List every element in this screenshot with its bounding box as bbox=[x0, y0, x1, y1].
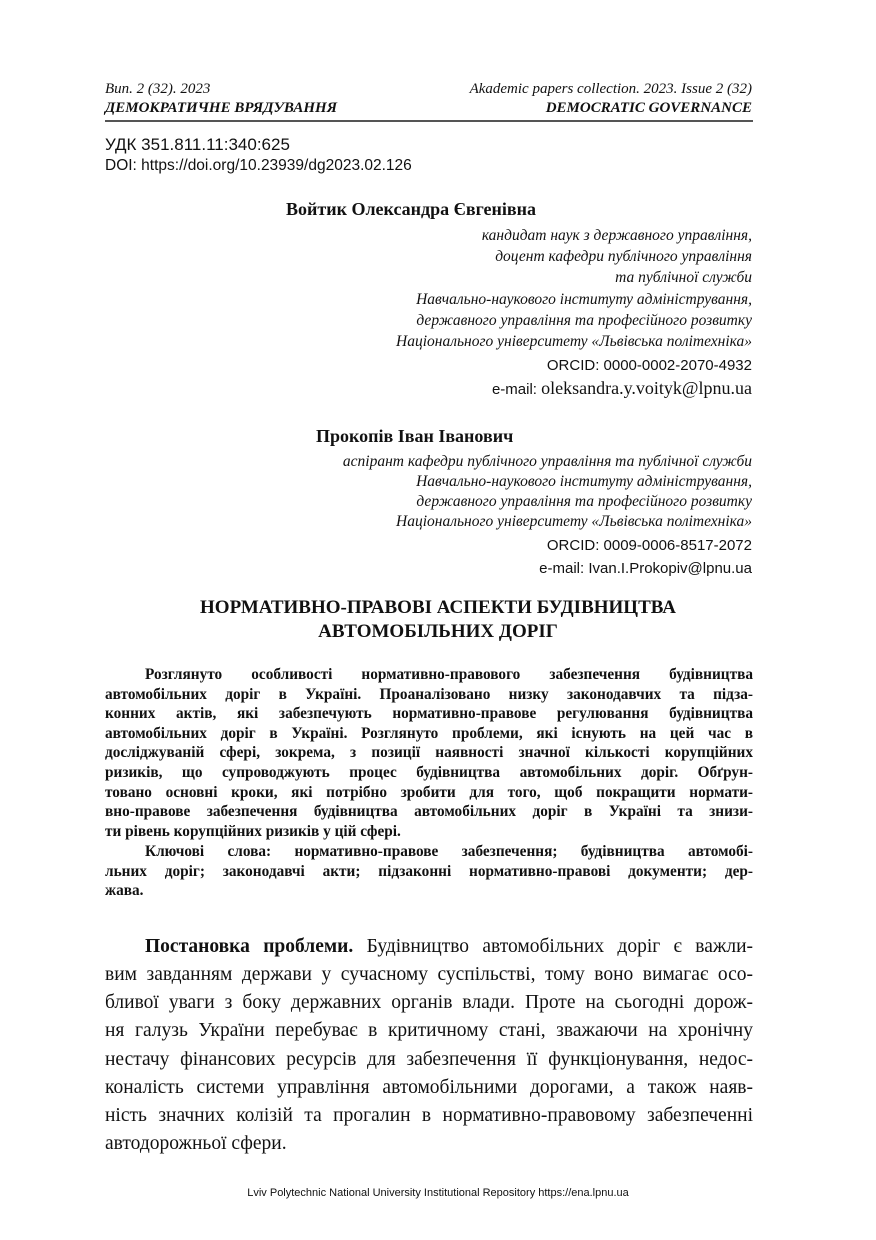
keywords-line: Ключові слова: нормативно-правове забезпечення; будівництва автомобі- bbox=[145, 843, 753, 860]
header-rule bbox=[105, 120, 753, 122]
header-journal-en: DEMOCRATIC GOVERNANCE bbox=[545, 100, 752, 116]
footer-repository: Lviv Polytechnic National University Institutional Repository https://ena.lpnu.ua bbox=[247, 1187, 629, 1199]
orcid-value[interactable]: 0000-0002-2070-4932 bbox=[603, 357, 752, 374]
header-issue-ua: Вип. 2 (32). 2023 bbox=[105, 81, 211, 97]
author-orcid bbox=[547, 537, 752, 554]
author-affiliation-line: Навчально-наукового інституту адміністрування, bbox=[416, 291, 752, 308]
doi-link[interactable]: DOI: https://doi.org/10.23939/dg2023.02.126 bbox=[105, 157, 412, 174]
orcid-value[interactable]: 0009-0006-8517-2072 bbox=[603, 537, 752, 554]
author-affiliation-line: державного управління та професійного розвитку bbox=[416, 493, 752, 510]
abstract-line: автомобільних доріг в Україні. Проаналізовано низку законодавчих та підза- bbox=[105, 685, 753, 703]
body-line: нестачу фінансових ресурсів для забезпечення її функціонування, недос- bbox=[105, 1048, 753, 1070]
body-line: автодорожньої сфери. bbox=[105, 1133, 287, 1155]
abstract-line: товано основні кроки, які потрібно зробити для того, щоб покращити нормати- bbox=[105, 783, 753, 801]
author-affiliation-line: доцент кафедри публічного управління bbox=[495, 248, 752, 265]
abstract-line: конних актів, які забезпечують нормативно-правове регулювання будівництва bbox=[105, 705, 753, 723]
author-affiliation-line: державного управління та професійного розвитку bbox=[416, 312, 752, 329]
body-line: бливої уваги з боку державних органів влади. Проте на сьогодні дорож- bbox=[105, 992, 753, 1014]
author-affiliation-line: кандидат наук з державного управління, bbox=[481, 227, 752, 244]
author-affiliation-line: Національного університету «Львівська політехніка» bbox=[396, 333, 752, 350]
abstract-line: ти рівень корупційних ризиків у цій сфері. bbox=[105, 822, 401, 840]
abstract-line: автомобільних доріг в Україні. Розглянуто проблеми, які існують на цей час в bbox=[105, 724, 753, 742]
section-heading: Постановка проблеми. bbox=[145, 936, 354, 957]
orcid-label: ORCID: bbox=[546, 357, 604, 374]
keywords-line: жава. bbox=[105, 882, 144, 900]
article-title-line: АВТОМОБІЛЬНИХ ДОРІГ bbox=[318, 621, 558, 642]
author-affiliation-line: Навчально-наукового інституту адміністрування, bbox=[416, 473, 752, 490]
author-affiliation-line: Національного університету «Львівська політехніка» bbox=[396, 513, 752, 530]
udk-code: УДК 351.811.11:340:625 bbox=[105, 135, 290, 154]
body-line: вим завданням держави у сучасному суспільстві, тому воно вимагає осо- bbox=[105, 964, 753, 985]
body-line: коналість системи управління автомобільними дорогами, а також наяв- bbox=[105, 1076, 753, 1098]
author-email bbox=[539, 560, 752, 577]
header-issue-en: Akademic papers collection. 2023. Issue 2 (32) bbox=[469, 81, 752, 97]
body-text-fragment: Будівництво автомобільних доріг є важли- bbox=[353, 936, 753, 957]
email-label: e-mail: bbox=[539, 560, 589, 577]
orcid-label: ORCID: bbox=[546, 537, 604, 554]
abstract-line: Розглянуто особливості нормативно-правового забезпечення будівництва bbox=[145, 666, 753, 683]
article-title-line: НОРМАТИВНО-ПРАВОВІ АСПЕКТИ БУДІВНИЦТВА bbox=[200, 597, 676, 618]
author-affiliation-line: аспірант кафедри публічного управління та публічної служби bbox=[342, 453, 752, 470]
email-value[interactable]: oleksandra.y.voityk@lpnu.ua bbox=[541, 378, 752, 398]
abstract-line: досліджуваній сфері, зокрема, з позиції наявності значної кількості корупційних bbox=[105, 744, 753, 762]
author-name: Прокопів Іван Іванович bbox=[316, 426, 514, 446]
author-name: Войтик Олександра Євгенівна bbox=[286, 199, 536, 219]
author-affiliation-line: та публічної служби bbox=[615, 269, 752, 286]
email-label: e-mail: bbox=[491, 381, 542, 398]
body-line: ня галузь України перебуває в критичному стані, зважаючи на хронічну bbox=[105, 1020, 753, 1042]
keywords-line: льних доріг; законодавчі акти; підзаконні нормативно-правові документи; дер- bbox=[105, 862, 753, 880]
abstract-line: вно-правове забезпечення будівництва автомобільних доріг в Україні та знизи- bbox=[105, 803, 753, 821]
body-line: ність значних колізій та прогалин в нормативно-правовому забезпеченні bbox=[105, 1105, 753, 1126]
author-email bbox=[492, 378, 752, 399]
header-journal-ua: ДЕМОКРАТИЧНЕ ВРЯДУВАННЯ bbox=[105, 100, 338, 116]
email-value[interactable]: Ivan.I.Prokopiv@lpnu.ua bbox=[588, 560, 752, 577]
author-orcid bbox=[547, 357, 752, 374]
body-line bbox=[105, 936, 753, 958]
abstract-line: ризиків, що супроводжують процес будівництва автомобільних доріг. Обґрун- bbox=[105, 764, 753, 781]
